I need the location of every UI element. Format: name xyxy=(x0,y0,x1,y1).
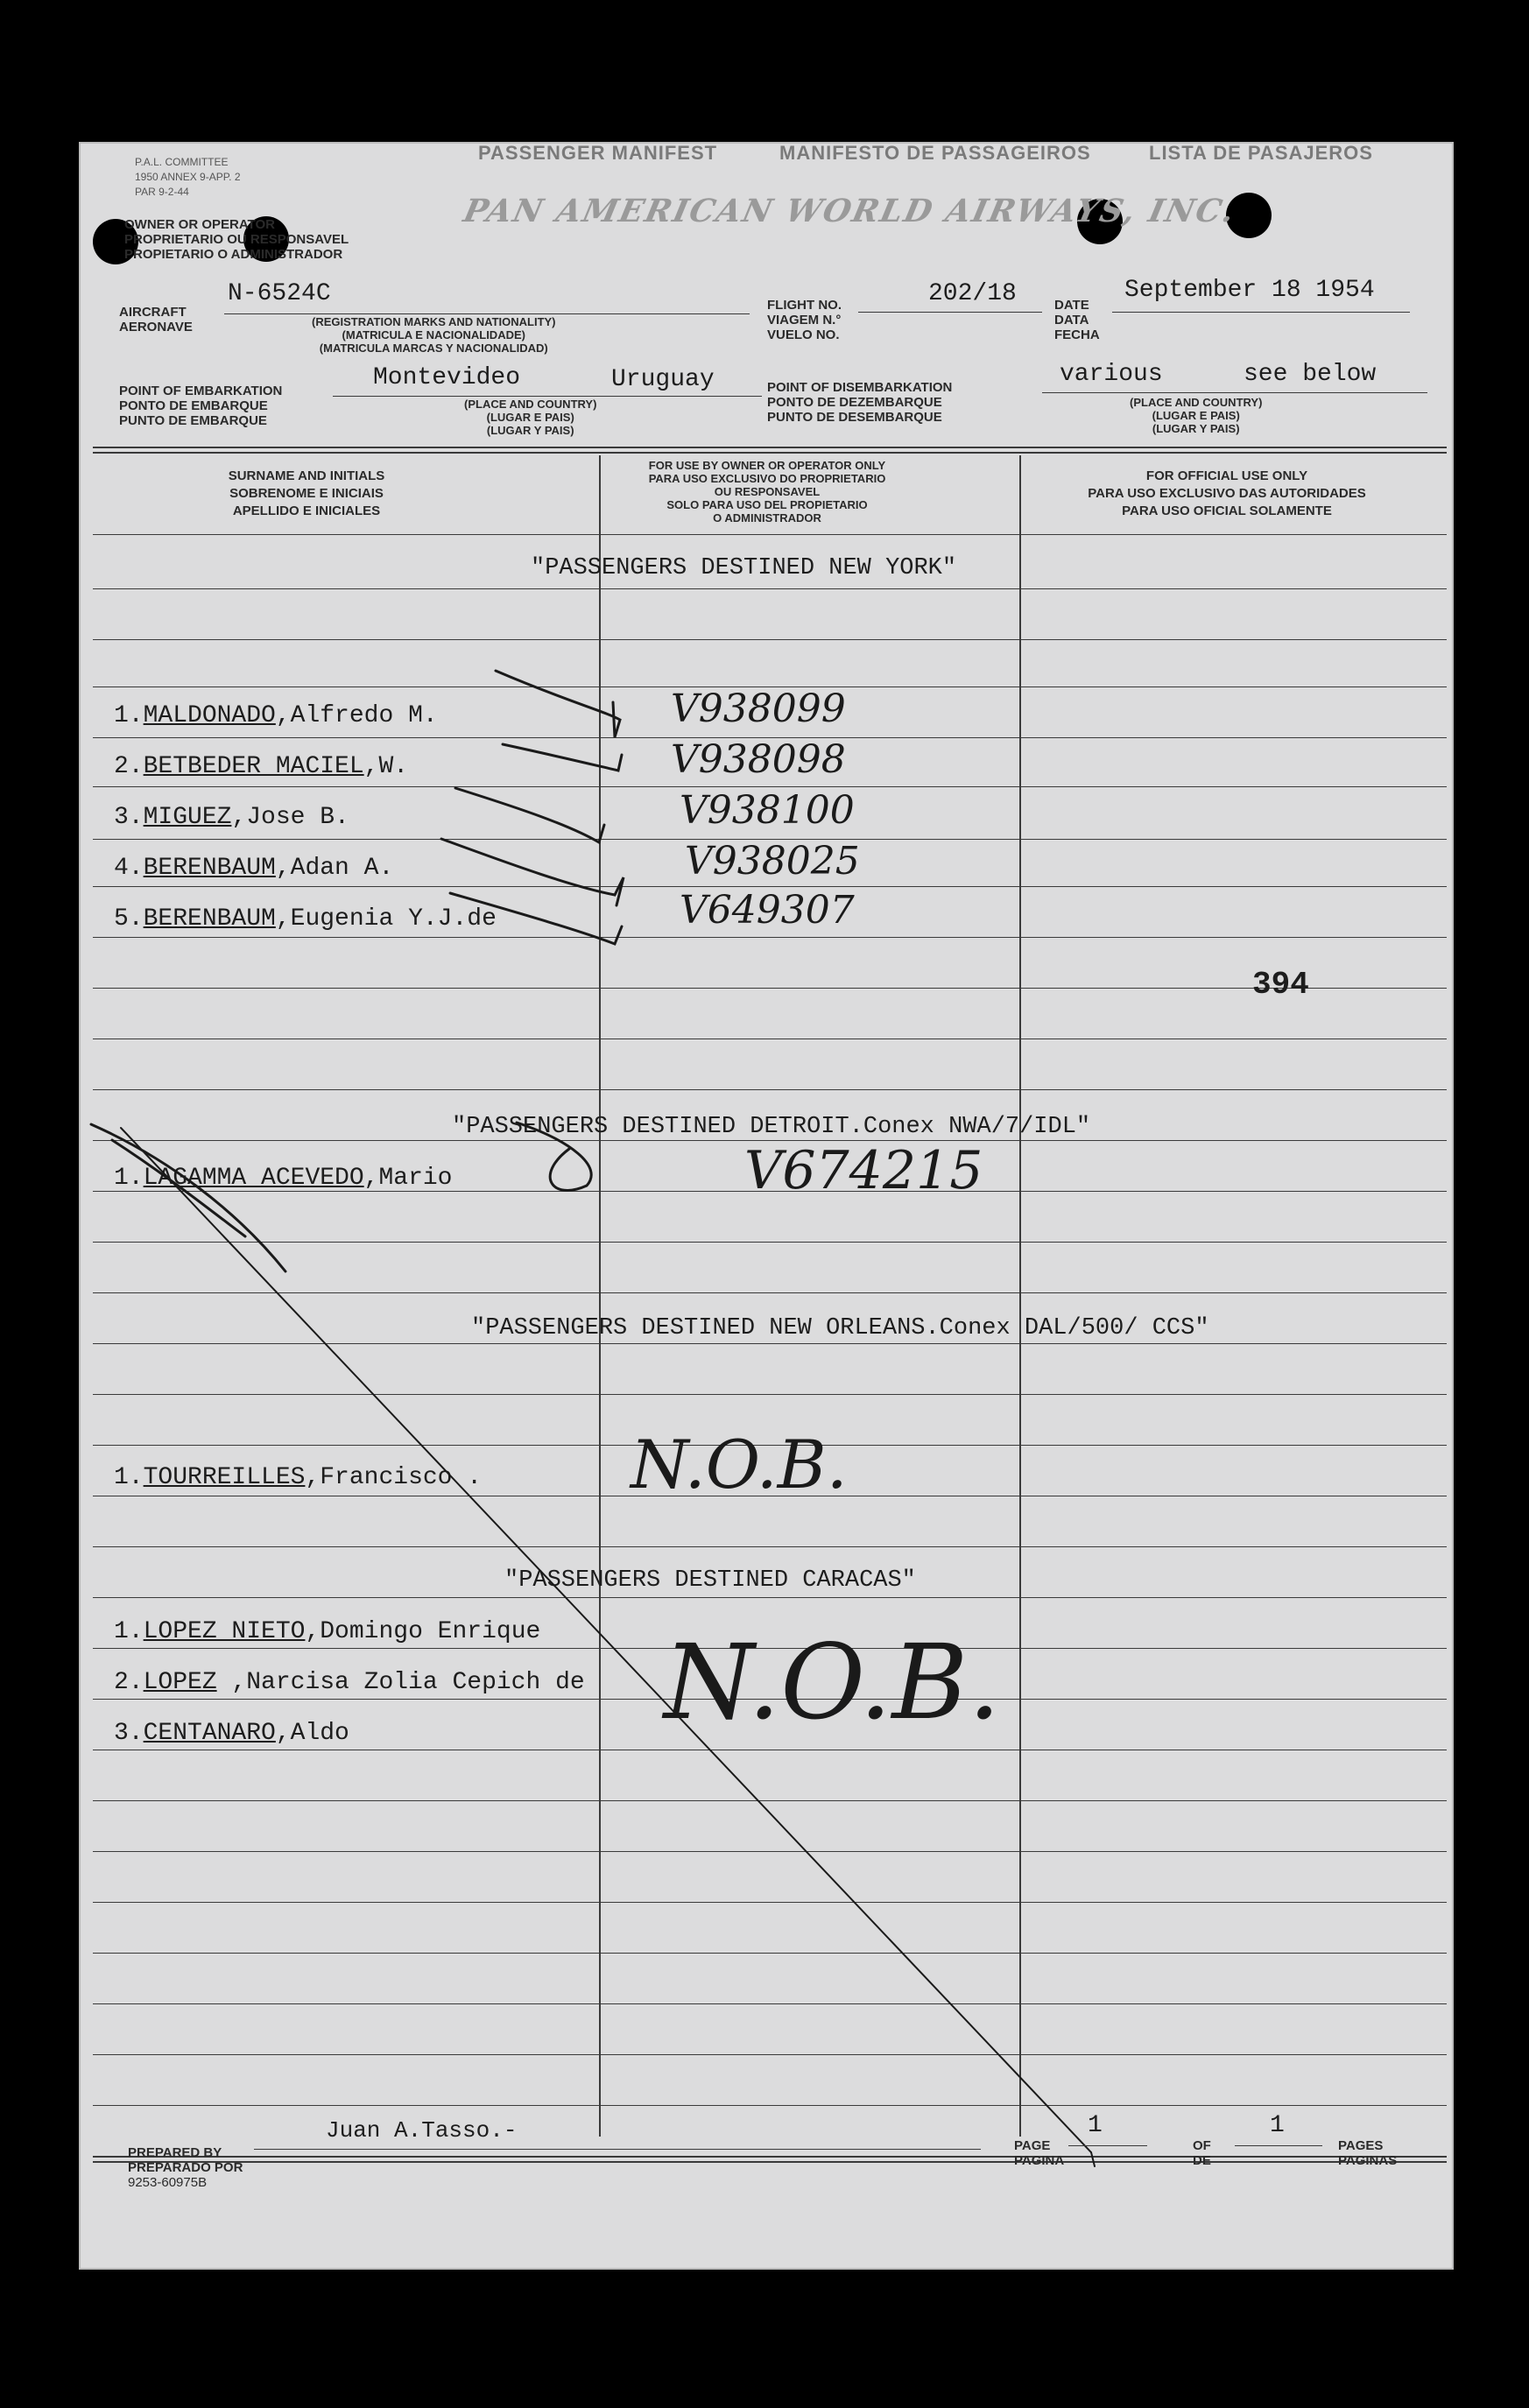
group-code: N.O.B. xyxy=(664,1622,1001,1743)
passenger-code: V938098 xyxy=(671,737,846,782)
section-title-detroit: "PASSENGERS DESTINED DETROIT.Conex NWA/7/IDL" xyxy=(452,1114,1091,1140)
flight-label: FLIGHT NO. VIAGEM N.° VUELO NO. xyxy=(767,298,842,342)
passenger-row: 2.LOPEZ ,Narcisa Zolia Cepich de xyxy=(114,1669,585,1696)
col1-header: SURNAME AND INITIALS SOBRENOME E INICIAIS APELLIDO E INICIALES xyxy=(228,468,385,518)
official-mark: 394 xyxy=(1252,967,1309,1003)
passenger-row: 4.BERENBAUM,Adan A. xyxy=(114,855,394,882)
passenger-row: 1.MALDONADO,Alfredo M. xyxy=(114,702,438,729)
passenger-code: V938100 xyxy=(680,788,855,833)
committee-ref: P.A.L. COMMITTEE 1950 ANNEX 9-APP. 2 PAR 9-2-44 xyxy=(135,156,241,198)
passenger-code: V938025 xyxy=(685,839,860,884)
passenger-row: 3.MIGUEZ,Jose B. xyxy=(114,804,349,831)
section-title-new-orleans: "PASSENGERS DESTINED NEW ORLEANS.Conex DAL/500/ CCS" xyxy=(471,1315,1209,1341)
date-label: DATE DATA FECHA xyxy=(1054,298,1100,342)
passenger-code: V649307 xyxy=(680,888,855,933)
date-value: September 18 1954 xyxy=(1124,277,1375,304)
flight-value: 202/18 xyxy=(928,280,1017,307)
col3-header: FOR OFFICIAL USE ONLY PARA USO EXCLUSIVO DAS AUTORIDADES PARA USO OFICIAL SOLAMENTE xyxy=(1088,468,1366,518)
embark-country: Uruguay xyxy=(611,366,715,393)
page-number: 1 xyxy=(1088,2112,1103,2139)
aircraft-label: AIRCRAFT AERONAVE xyxy=(119,305,193,334)
page-label: PAGE PAGINA xyxy=(1014,2138,1065,2168)
prepared-by-labels: PREPARED BY PREPARADO POR 9253-60975B xyxy=(128,2145,243,2190)
preparer-signature: Juan A.Tasso.- xyxy=(326,2117,518,2144)
of-label: OF DE xyxy=(1193,2138,1211,2168)
manifest-title-en: PASSENGER MANIFEST xyxy=(478,142,718,164)
pages-label: PAGES PAGINAS xyxy=(1338,2138,1398,2168)
embark-city: Montevideo xyxy=(373,364,521,391)
preparer-underline xyxy=(254,2149,981,2150)
passenger-row: 1.TOURREILLES,Francisco . xyxy=(114,1464,483,1491)
passenger-code: V674215 xyxy=(744,1140,983,1201)
section-title-caracas: "PASSENGERS DESTINED CARACAS" xyxy=(504,1567,916,1594)
disembark-place: various xyxy=(1060,361,1163,388)
passenger-code: N.O.B. xyxy=(631,1426,848,1503)
disembark-label: POINT OF DISEMBARKATION PONTO DE DEZEMBARQUE PUNTO DE DESEMBARQUE xyxy=(767,380,953,425)
manifest-title-es: LISTA DE PASAJEROS xyxy=(1149,142,1373,164)
page-underline xyxy=(1068,2145,1147,2146)
passenger-row: 2.BETBEDER MACIEL,W. xyxy=(114,753,409,780)
section-title-new-york: "PASSENGERS DESTINED NEW YORK" xyxy=(531,555,957,581)
aircraft-value: N-6524C xyxy=(228,280,331,307)
passenger-row: 3.CENTANARO,Aldo xyxy=(114,1720,349,1747)
col2-header: FOR USE BY OWNER OR OPERATOR ONLY PARA USO EXCLUSIVO DO PROPRIETARIO OU RESPONSAVEL SOLO PARA USO DEL PROPIETARIO O ADMINISTRADOR xyxy=(648,459,886,525)
disembark-sub: (PLACE AND COUNTRY) (LUGAR E PAIS) (LUGAR Y PAIS) xyxy=(1130,396,1263,435)
manifest-sheet xyxy=(79,142,1454,2270)
passenger-row: 1.LAGAMMA ACEVEDO,Mario xyxy=(114,1165,453,1192)
passenger-code: V938099 xyxy=(671,686,846,731)
total-underline xyxy=(1235,2145,1322,2146)
embark-label: POINT OF EMBARKATION PONTO DE EMBARQUE PUNTO DE EMBARQUE xyxy=(119,384,283,428)
handwritten-marks xyxy=(79,142,1454,2270)
owner-label: OWNER OR OPERATOR PROPRIETARIO OU RESPONSAVEL PROPIETARIO O ADMINISTRADOR xyxy=(124,217,349,262)
passenger-row: 5.BERENBAUM,Eugenia Y.J.de xyxy=(114,905,497,933)
embark-sub: (PLACE AND COUNTRY) (LUGAR E PAIS) (LUGAR Y PAIS) xyxy=(464,398,597,437)
manifest-title-pt: MANIFESTO DE PASSAGEIROS xyxy=(779,142,1091,164)
company-name: PAN AMERICAN WORLD AIRWAYS, INC. xyxy=(460,193,1240,229)
disembark-note: see below xyxy=(1244,361,1377,388)
aircraft-sub: (REGISTRATION MARKS AND NATIONALITY) (MATRICULA E NACIONALIDADE) (MATRICULA MARCAS Y NACIONALIDAD) xyxy=(312,315,556,355)
passenger-row: 1.LOPEZ NIETO,Domingo Enrique xyxy=(114,1618,541,1645)
total-pages: 1 xyxy=(1270,2112,1285,2139)
